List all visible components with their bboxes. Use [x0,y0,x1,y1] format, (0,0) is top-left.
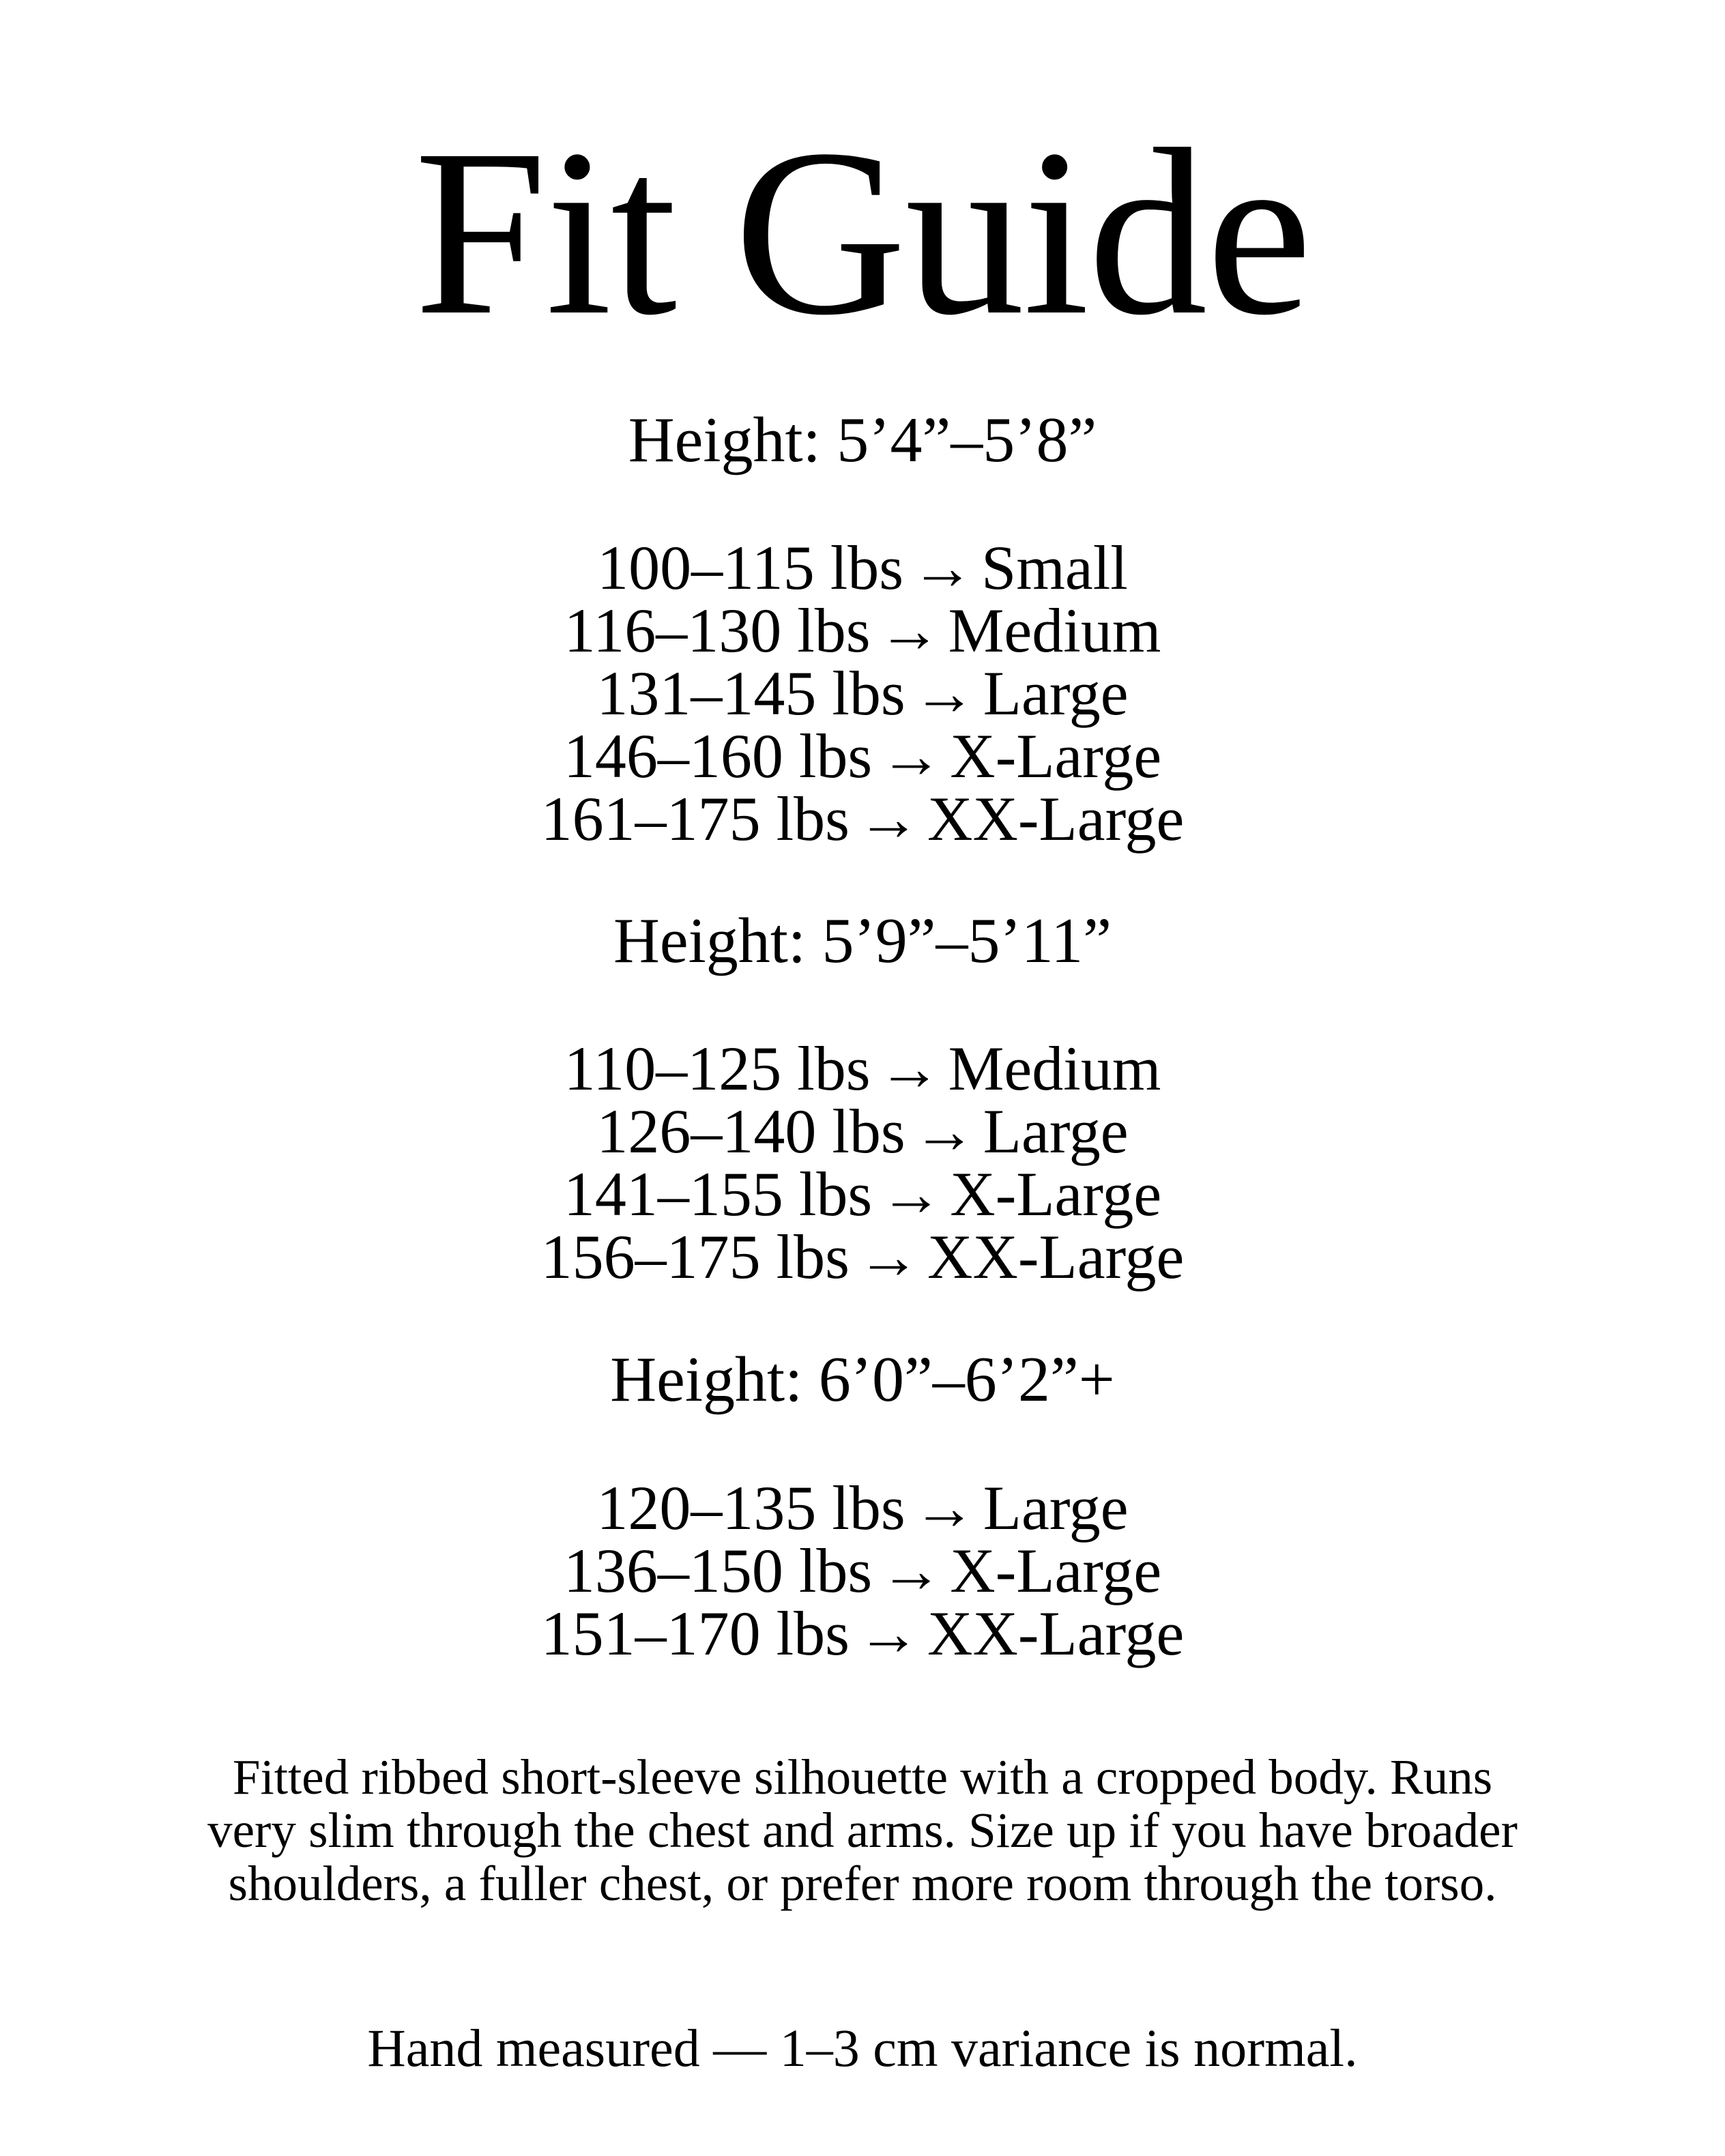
size-label: Medium [948,1034,1161,1103]
fit-description: Fitted ribbed short-sleeve silhouette with a cropped body. Runs very slim through the chest and arms. Size up if you have broader shoulders, a fuller chest, or prefer more room through the torso. [207,1749,1518,1911]
weight-range: 116–130 lbs [564,596,871,665]
arrow-icon: → [857,1599,920,1668]
size-row [0,533,1725,602]
size-row [0,721,1725,791]
size-row [0,1536,1725,1605]
page-title: Fit Guide [414,100,1311,364]
height-group-3 [0,1344,1725,1415]
size-label: Large [983,1473,1129,1543]
size-row [0,596,1725,665]
size-list-3 [0,1473,1725,1668]
arrow-icon: → [857,1222,920,1292]
arrow-icon: → [911,533,974,602]
weight-range: 136–150 lbs [563,1536,873,1605]
size-row [0,1096,1725,1166]
size-row [0,1473,1725,1543]
weight-range: 156–175 lbs [540,1222,850,1292]
size-label: Small [981,533,1128,602]
size-row [0,784,1725,854]
size-label: X-Large [950,1159,1162,1229]
size-label: Large [983,658,1129,728]
weight-range: 131–145 lbs [596,658,905,728]
arrow-icon: → [878,596,941,665]
arrow-icon: → [912,1096,976,1166]
size-list-1 [0,533,1725,854]
weight-range: 110–125 lbs [564,1034,871,1103]
weight-range: 161–175 lbs [540,784,850,854]
arrow-icon: → [912,1473,976,1543]
measurement-note: Hand measured — 1–3 cm variance is normal. [367,2018,1358,2078]
height-heading: Height: 6’0”–6’2”+ [610,1344,1115,1415]
size-label: XX-Large [927,784,1185,854]
size-row [0,1034,1725,1103]
height-group-2 [0,905,1725,976]
height-heading: Height: 5’4”–5’8” [628,405,1097,476]
weight-range: 126–140 lbs [596,1096,905,1166]
arrow-icon: → [880,721,943,791]
arrow-icon: → [857,784,920,854]
size-label: XX-Large [927,1599,1185,1668]
arrow-icon: → [878,1034,941,1103]
size-label: X-Large [950,1536,1162,1605]
weight-range: 120–135 lbs [596,1473,905,1543]
weight-range: 141–155 lbs [563,1159,873,1229]
arrow-icon: → [912,658,976,728]
size-row [0,1599,1725,1668]
weight-range: 151–170 lbs [540,1599,850,1668]
size-label: Large [983,1096,1129,1166]
arrow-icon: → [880,1159,943,1229]
weight-range: 100–115 lbs [597,533,904,602]
size-row [0,1222,1725,1292]
weight-range: 146–160 lbs [563,721,873,791]
size-list-2 [0,1034,1725,1292]
size-row [0,658,1725,728]
size-row [0,1159,1725,1229]
height-heading: Height: 5’9”–5’11” [613,905,1112,976]
size-label: Medium [948,596,1161,665]
arrow-icon: → [880,1536,943,1605]
height-group-1 [0,405,1725,476]
size-label: X-Large [950,721,1162,791]
size-label: XX-Large [927,1222,1185,1292]
